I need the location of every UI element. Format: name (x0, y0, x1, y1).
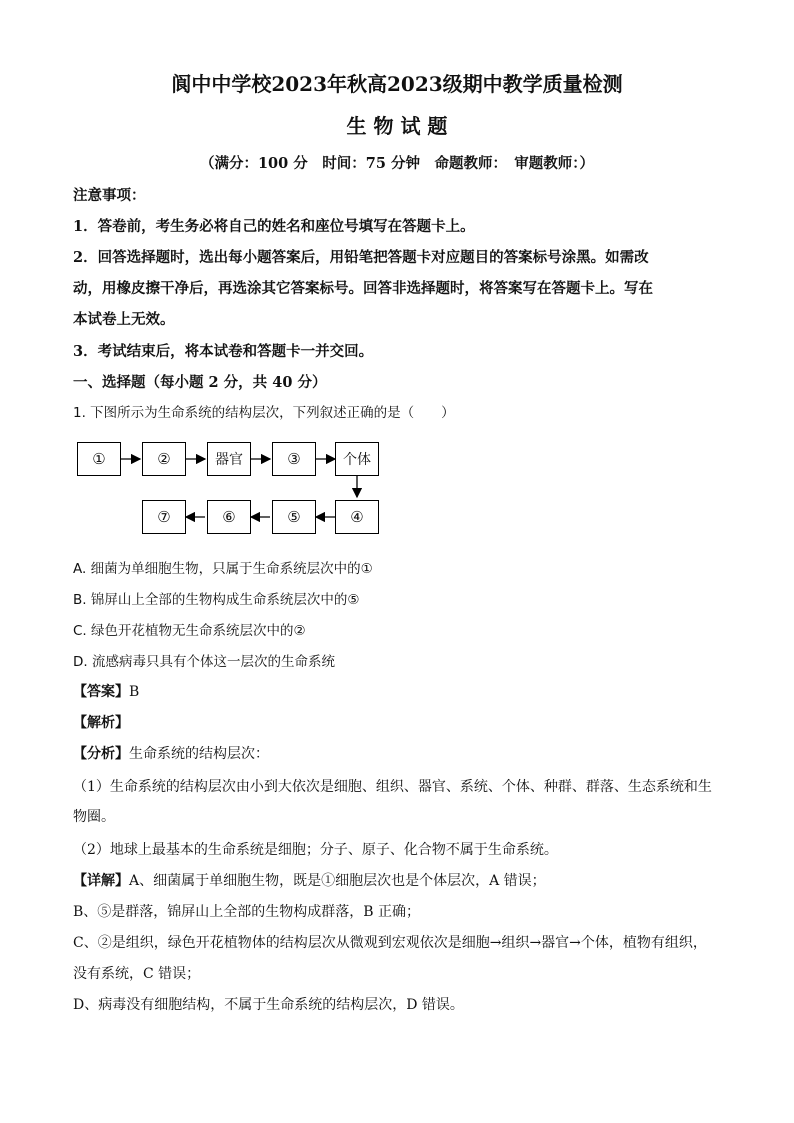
point-1-line-1: （1）生命系统的结构层次由小到大依次是细胞、组织、器官、系统、个体、种群、群落、生态系统和生 (73, 779, 712, 795)
exam-info: （满分：100 分 时间：75 分钟 命题教师： 审题教师：） (199, 155, 595, 172)
detail-c-line-2: 没有系统，C 错误； (73, 966, 201, 982)
notice-heading: 注意事项： (73, 187, 146, 204)
detail-b: B、⑤是群落，锦屏山上全部的生物构成群落，B 正确； (73, 904, 421, 920)
fenxi-text: 生命系统的结构层次： (129, 746, 269, 762)
answer-tag: 【答案】 (73, 684, 129, 700)
fenxi-tag: 【分析】 (73, 746, 129, 762)
notice-item-3: 3．考试结束后，将本试卷和答题卡一并交回。 (73, 343, 374, 360)
fenxi-line (73, 743, 269, 763)
detail-c-line-1: C、②是组织，绿色开花植物体的结构层次从微观到宏观依次是细胞→组织→器官→个体，植物有组织， (73, 935, 707, 951)
detail-a: A、细菌属于单细胞生物，既是①细胞层次也是个体层次，A 错误； (129, 873, 546, 889)
diagram-box-organ: 器官 (207, 442, 251, 476)
option-d: D. 流感病毒只具有个体这一层次的生命系统 (73, 654, 335, 670)
notice-item-2-line-3: 本试卷上无效。 (73, 311, 175, 328)
analysis-tag: 【解析】 (73, 715, 129, 731)
diagram-box-1: ① (77, 442, 121, 476)
answer-value: B (129, 684, 140, 700)
notice-item-2-line-1: 2．回答选择题时，选出每小题答案后，用铅笔把答题卡对应题目的答案标号涂黑。如需改 (73, 249, 649, 266)
option-b: B. 锦屏山上全部的生物构成生命系统层次中的⑤ (73, 592, 360, 608)
diagram-box-3: ③ (272, 442, 316, 476)
diagram-box-individual: 个体 (335, 442, 379, 476)
diagram-box-5: ⑤ (272, 500, 316, 534)
option-a: A. 细菌为单细胞生物，只属于生命系统层次中的① (73, 561, 373, 577)
answer-line (73, 681, 139, 701)
detail-a-line (73, 870, 546, 890)
diagram-box-6: ⑥ (207, 500, 251, 534)
question-stem: 1. 下图所示为生命系统的结构层次，下列叙述正确的是（ ） (73, 405, 455, 421)
exam-title: 阆中中学校2023年秋高2023级期中教学质量检测 (171, 72, 623, 96)
point-1-line-2: 物圈。 (73, 809, 115, 825)
point-2: （2）地球上最基本的生命系统是细胞；分子、原子、化合物不属于生命系统。 (73, 842, 558, 858)
diagram-arrows (0, 0, 794, 560)
notice-item-1: 1．答卷前，考生务必将自己的姓名和座位号填写在答题卡上。 (73, 218, 475, 235)
diagram-box-2: ② (142, 442, 186, 476)
notice-item-2-line-2: 动，用橡皮擦干净后，再选涂其它答案标号。回答非选择题时，将答案写在答题卡上。写在 (73, 280, 653, 297)
diagram-box-7: ⑦ (142, 500, 186, 534)
detail-d: D、病毒没有细胞结构，不属于生命系统的结构层次，D 错误。 (73, 997, 464, 1013)
subject-title: 生 物 试 题 (346, 114, 448, 138)
section-heading: 一、选择题（每小题 2 分，共 40 分） (73, 374, 327, 391)
option-c: C. 绿色开花植物无生命系统层次中的② (73, 623, 306, 639)
detail-tag: 【详解】 (73, 873, 129, 889)
diagram-box-4: ④ (335, 500, 379, 534)
